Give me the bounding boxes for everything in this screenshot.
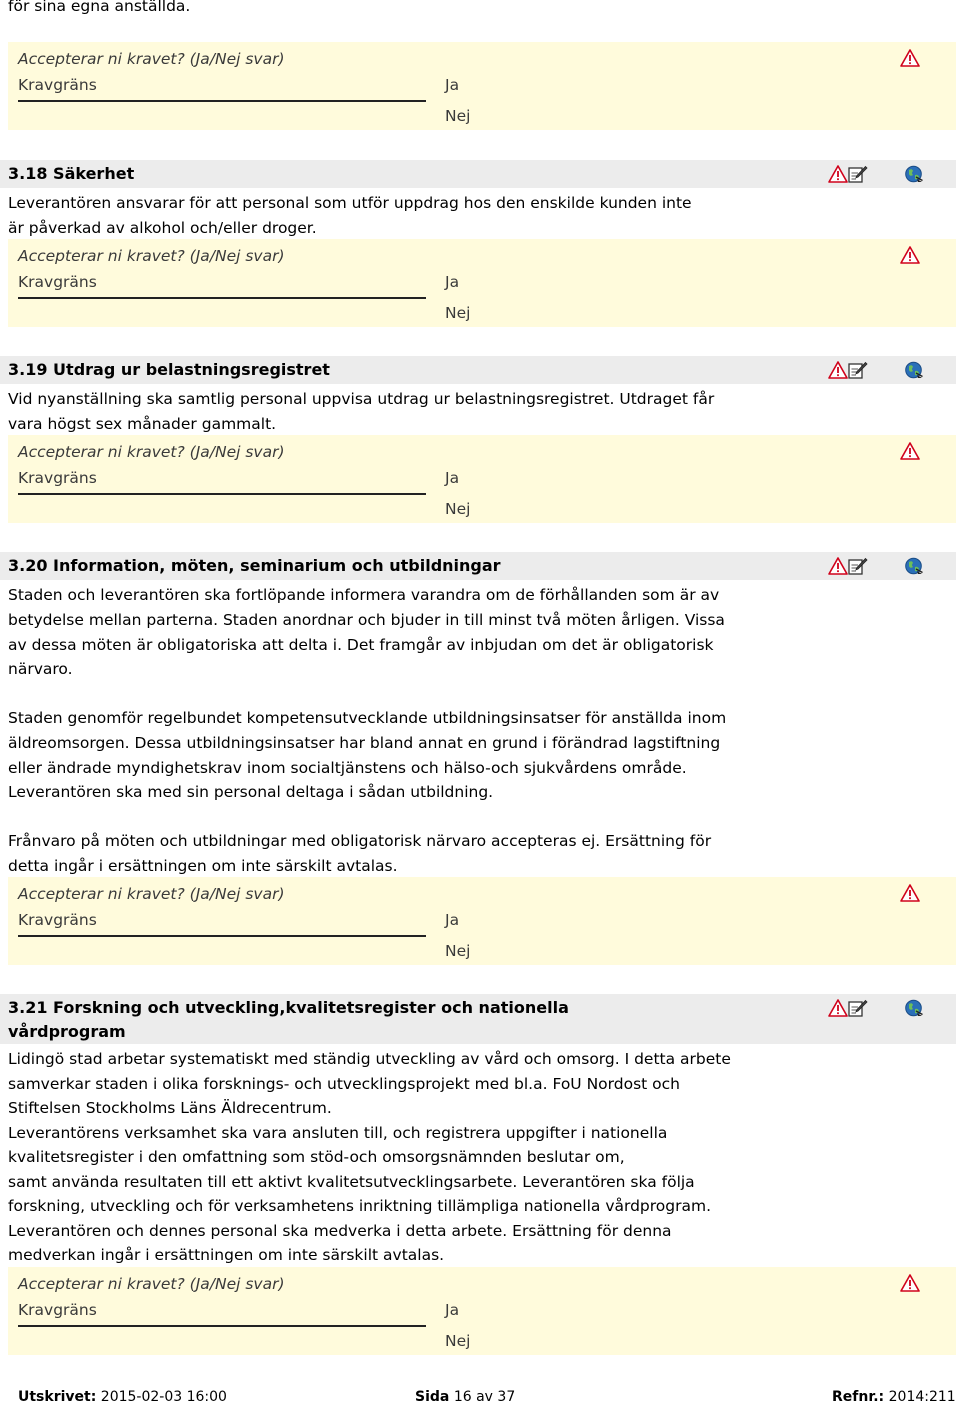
section-body-line: Frånvaro på möten och utbildningar med obligatorisk närvaro accepteras ej. Ersättning för: [8, 832, 712, 850]
warning-icon[interactable]: [828, 999, 848, 1017]
section-body-line: Leverantören ansvarar för att personal som utför uppdrag hos den enskilde kunden inte: [8, 194, 692, 212]
requirement-label: Kravgräns: [18, 273, 97, 291]
section-body-line: Staden och leverantören ska fortlöpande informera varandra om de förhållanden som är av: [8, 586, 720, 604]
footer-page-label: Sida: [415, 1389, 450, 1405]
section-body-line: Leverantörens verksamhet ska vara ansluten till, och registrera uppgifter i nationella: [8, 1124, 668, 1142]
question-text: Accepterar ni kravet? (Ja/Nej svar): [18, 885, 285, 903]
section-header: [0, 552, 956, 580]
answer-line: [18, 935, 426, 937]
globe-icon[interactable]: [904, 999, 924, 1017]
section-body-line: eller ändrade myndighetskrav inom socialtjänstens och hälso-och sjukvårdens område.: [8, 759, 687, 777]
edit-icon[interactable]: [848, 165, 868, 183]
section-title-continued: vårdprogram: [8, 1022, 126, 1041]
question-box: [8, 435, 956, 523]
warning-icon[interactable]: [900, 442, 920, 460]
requirement-label: Kravgräns: [18, 469, 97, 487]
footer-page-of: av: [476, 1389, 493, 1405]
section-body-line: forskning, utveckling och för verksamhetens inriktning tillämpliga nationella vårdprogram.: [8, 1197, 712, 1215]
globe-icon[interactable]: [904, 165, 924, 183]
section-title: 3.20 Information, möten, seminarium och utbildningar: [8, 556, 501, 575]
section-body-line: Leverantören och dennes personal ska medverka i detta arbete. Ersättning för denna: [8, 1222, 672, 1240]
section-title: 3.21 Forskning och utveckling,kvalitetsregister och nationella: [8, 998, 569, 1017]
globe-icon[interactable]: [904, 361, 924, 379]
footer-page: [415, 1389, 515, 1405]
globe-icon[interactable]: [904, 557, 924, 575]
section-body-line: samverkar staden i olika forsknings- och utvecklingsprojekt med bl.a. FoU Nordost och: [8, 1075, 680, 1093]
question-box: [8, 42, 956, 130]
answer-line: [18, 493, 426, 495]
intro-text: för sina egna anställda.: [8, 0, 191, 15]
option-no[interactable]: Nej: [445, 942, 471, 960]
question-box: [8, 1267, 956, 1355]
question-text: Accepterar ni kravet? (Ja/Nej svar): [18, 1275, 285, 1293]
edit-icon[interactable]: [848, 361, 868, 379]
question-box: [8, 239, 956, 327]
section-body-line: närvaro.: [8, 660, 73, 678]
section-body-line: kvalitetsregister i den omfattning som stöd-och omsorgsnämnden beslutar om,: [8, 1148, 625, 1166]
footer-printed-label: Utskrivet:: [18, 1389, 97, 1405]
section-header: [0, 356, 956, 384]
warning-icon[interactable]: [828, 557, 848, 575]
edit-icon[interactable]: [848, 999, 868, 1017]
section-body-line: samt använda resultaten till ett aktivt kvalitetsutvecklingsarbete. Leverantören ska följa: [8, 1173, 695, 1191]
section-header: [0, 160, 956, 188]
footer-printed: [18, 1389, 227, 1405]
section-body-line: av dessa möten är obligatoriska att delta i. Det framgår av inbjudan om det är obligatorisk: [8, 636, 714, 654]
section-body-line: vara högst sex månader gammalt.: [8, 415, 277, 433]
option-no[interactable]: Nej: [445, 304, 471, 322]
option-yes[interactable]: Ja: [445, 273, 460, 291]
section-body-line: är påverkad av alkohol och/eller droger.: [8, 219, 317, 237]
section-body-line: äldreomsorgen. Dessa utbildningsinsatser har bland annat en grund i förändrad lagstiftning: [8, 734, 721, 752]
warning-icon[interactable]: [900, 1274, 920, 1292]
answer-line: [18, 297, 426, 299]
requirement-label: Kravgräns: [18, 911, 97, 929]
section-body-line: detta ingår i ersättningen om inte särskilt avtalas.: [8, 857, 398, 875]
section-body-line: Vid nyanställning ska samtlig personal uppvisa utdrag ur belastningsregistret. Utdraget får: [8, 390, 715, 408]
option-no[interactable]: Nej: [445, 1332, 471, 1350]
option-no[interactable]: Nej: [445, 500, 471, 518]
question-text: Accepterar ni kravet? (Ja/Nej svar): [18, 443, 285, 461]
option-yes[interactable]: Ja: [445, 469, 460, 487]
footer-ref-label: Refnr.:: [832, 1389, 885, 1405]
warning-icon[interactable]: [900, 884, 920, 902]
footer-ref-value: 2014:211: [888, 1389, 956, 1405]
requirement-label: Kravgräns: [18, 1301, 97, 1319]
section-title: 3.19 Utdrag ur belastningsregistret: [8, 360, 330, 379]
answer-line: [18, 1325, 426, 1327]
footer-page-current: 16: [453, 1389, 472, 1405]
section-body-line: Lidingö stad arbetar systematiskt med ständig utveckling av vård och omsorg. I detta arbete: [8, 1050, 731, 1068]
warning-icon[interactable]: [900, 49, 920, 67]
option-yes[interactable]: Ja: [445, 76, 460, 94]
footer-page-total: 37: [497, 1389, 516, 1405]
option-yes[interactable]: Ja: [445, 1301, 460, 1319]
footer-ref: [832, 1389, 956, 1405]
requirement-label: Kravgräns: [18, 76, 97, 94]
warning-icon[interactable]: [828, 361, 848, 379]
warning-icon[interactable]: [900, 246, 920, 264]
option-no[interactable]: Nej: [445, 107, 471, 125]
question-text: Accepterar ni kravet? (Ja/Nej svar): [18, 247, 285, 265]
footer-printed-value: 2015-02-03 16:00: [100, 1389, 227, 1405]
section-header: [0, 994, 956, 1044]
question-box: [8, 877, 956, 965]
section-body-line: Stiftelsen Stockholms Läns Äldrecentrum.: [8, 1099, 332, 1117]
answer-line: [18, 100, 426, 102]
edit-icon[interactable]: [848, 557, 868, 575]
question-text: Accepterar ni kravet? (Ja/Nej svar): [18, 50, 285, 68]
warning-icon[interactable]: [828, 165, 848, 183]
section-body-line: betydelse mellan parterna. Staden anordnar och bjuder in till minst två möten årligen. Vissa: [8, 611, 725, 629]
section-body-line: Leverantören ska med sin personal deltaga i sådan utbildning.: [8, 783, 494, 801]
option-yes[interactable]: Ja: [445, 911, 460, 929]
section-title: 3.18 Säkerhet: [8, 164, 135, 183]
section-body-line: medverkan ingår i ersättningen om inte särskilt avtalas.: [8, 1246, 445, 1264]
section-body-line: Staden genomför regelbundet kompetensutvecklande utbildningsinsatser för anställda inom: [8, 709, 727, 727]
